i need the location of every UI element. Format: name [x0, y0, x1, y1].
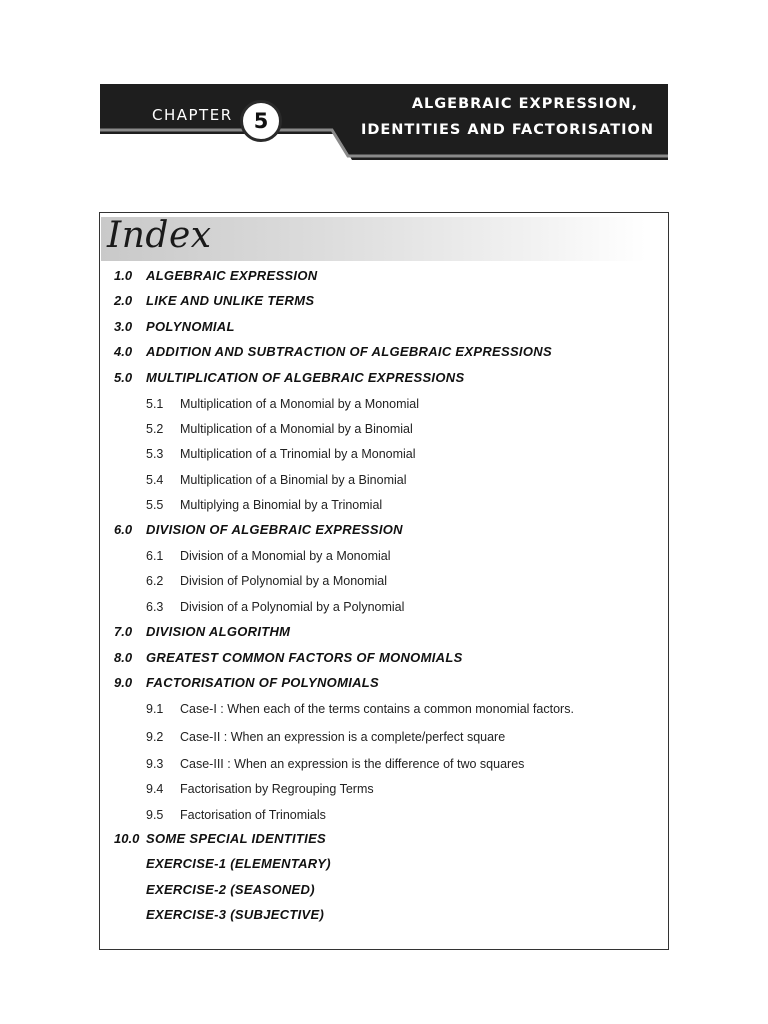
toc-text: Factorisation by Regrouping Terms — [180, 782, 374, 796]
toc-number: 9.2 — [146, 730, 164, 744]
toc-text: FACTORISATION OF POLYNOMIALS — [146, 675, 380, 690]
toc-number: 9.5 — [146, 808, 164, 822]
toc-text: Division of a Monomial by a Monomial — [180, 549, 391, 563]
toc-number: 10.0 — [114, 831, 140, 846]
toc-number: 9.3 — [146, 757, 164, 771]
toc-number: 9.1 — [146, 702, 164, 716]
toc-number: 9.0 — [114, 675, 133, 690]
toc-number: 5.1 — [146, 397, 164, 411]
toc-text: Factorisation of Trinomials — [180, 808, 326, 822]
toc-number: 3.0 — [114, 319, 133, 334]
toc-text: EXERCISE-1 (ELEMENTARY) — [146, 856, 331, 871]
toc-number: 6.3 — [146, 600, 164, 614]
toc-text: ADDITION AND SUBTRACTION OF ALGEBRAIC EXPRESSIONS — [146, 344, 552, 359]
chapter-title-line1: ALGEBRAIC EXPRESSION, — [411, 96, 638, 112]
toc-number: 5.0 — [114, 370, 133, 385]
toc-text: Multiplication of a Trinomial by a Monomial — [180, 447, 416, 461]
toc-text: Multiplying a Binomial by a Trinomial — [180, 498, 383, 512]
toc-number: 2.0 — [114, 293, 133, 308]
toc-text: LIKE AND UNLIKE TERMS — [146, 293, 315, 308]
index-header — [101, 217, 646, 261]
toc-text: DIVISION OF ALGEBRAIC EXPRESSION — [146, 522, 403, 537]
index-title: Index — [107, 215, 212, 256]
toc-text: Case-III : When an expression is the difference of two squares — [180, 757, 525, 771]
toc-text: DIVISION ALGORITHM — [146, 624, 291, 639]
toc-text: Division of Polynomial by a Monomial — [180, 574, 388, 588]
toc-text: POLYNOMIAL — [146, 319, 235, 334]
toc-text: Multiplication of a Monomial by a Monomial — [180, 397, 419, 411]
toc-text: Division of a Polynomial by a Polynomial — [180, 600, 405, 614]
toc-number: 5.5 — [146, 498, 164, 512]
toc-text: SOME SPECIAL IDENTITIES — [146, 831, 327, 846]
toc-text: EXERCISE-2 (SEASONED) — [146, 882, 315, 897]
toc-number: 6.2 — [146, 574, 164, 588]
chapter-label: CHAPTER — [152, 106, 233, 124]
toc-text: Case-II : When an expression is a complete/perfect square — [180, 730, 506, 744]
toc-text: EXERCISE-3 (SUBJECTIVE) — [146, 907, 325, 922]
chapter-title-line2: IDENTITIES AND FACTORISATION — [360, 122, 654, 138]
toc-number: 5.4 — [146, 473, 164, 487]
toc-number: 6.0 — [114, 522, 133, 537]
toc-text: Multiplication of a Monomial by a Binomial — [180, 422, 413, 436]
toc-text: Case-I : When each of the terms contains a common monomial factors. — [180, 702, 574, 716]
toc-number: 8.0 — [114, 650, 133, 665]
toc-number: 7.0 — [114, 624, 133, 639]
toc-text: ALGEBRAIC EXPRESSION — [146, 268, 318, 283]
toc-number: 4.0 — [114, 344, 133, 359]
chapter-banner — [100, 84, 668, 160]
toc-number: 9.4 — [146, 782, 164, 796]
index-panel — [99, 212, 669, 950]
chapter-number-badge: 5 — [240, 100, 282, 142]
toc-number: 5.3 — [146, 447, 164, 461]
toc-text: GREATEST COMMON FACTORS OF MONOMIALS — [146, 650, 463, 665]
toc-text: MULTIPLICATION OF ALGEBRAIC EXPRESSIONS — [146, 370, 465, 385]
toc-number: 6.1 — [146, 549, 164, 563]
toc-text: Multiplication of a Binomial by a Binomial — [180, 473, 407, 487]
toc-number: 1.0 — [114, 268, 133, 283]
toc-number: 5.2 — [146, 422, 164, 436]
